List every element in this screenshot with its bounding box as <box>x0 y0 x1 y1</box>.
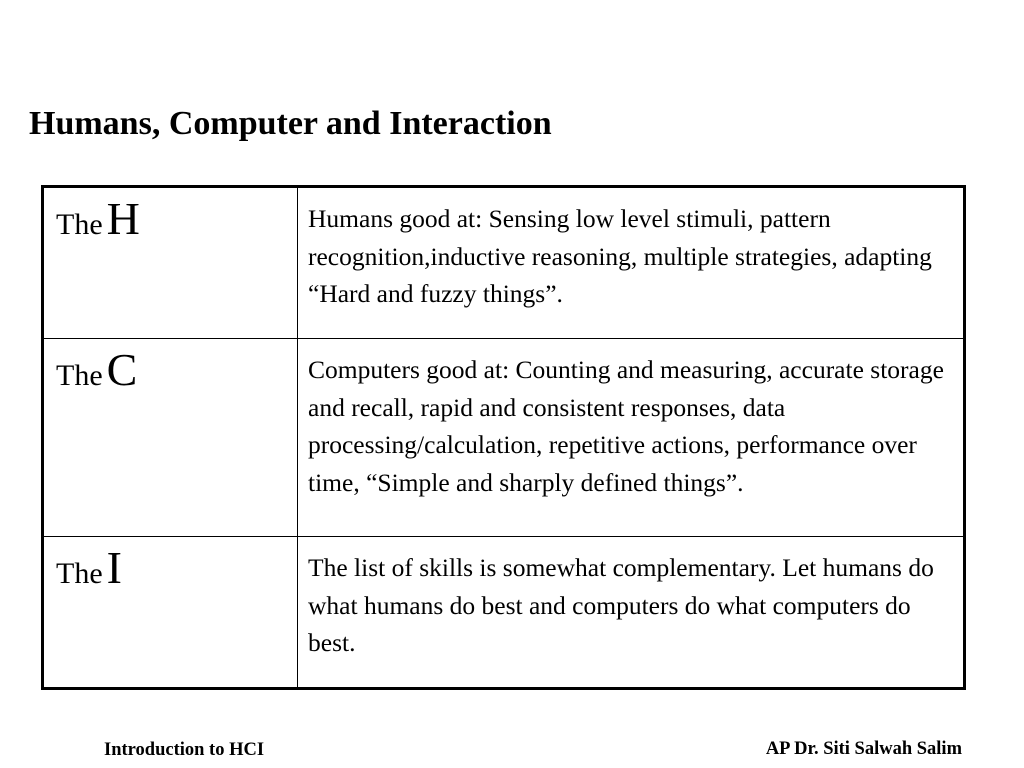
table-row-humans <box>43 187 965 339</box>
row-label-prefix: The <box>56 359 103 392</box>
row-description-cell <box>298 537 965 689</box>
row-label-prefix: The <box>56 208 103 241</box>
row-label-cell <box>43 339 298 537</box>
row-label-letter: C <box>106 344 138 395</box>
hci-comparison-table <box>41 185 966 690</box>
row-description: The list of skills is somewhat complementary. Let humans do what humans do best and computers do what computers do best. <box>308 553 934 657</box>
row-description-cell <box>298 187 965 339</box>
row-label-cell <box>43 537 298 689</box>
table-row-interaction <box>43 537 965 689</box>
footer-course-title: Introduction to HCI <box>104 740 265 760</box>
slide-title: Humans, Computer and Interaction <box>29 105 552 142</box>
row-label-letter: I <box>106 542 122 593</box>
footer-author: AP Dr. Siti Salwah Salim <box>765 739 962 759</box>
row-label-cell <box>43 187 298 339</box>
row-description-cell <box>298 339 965 537</box>
row-label-prefix: The <box>56 557 103 590</box>
row-description: Computers good at: Counting and measuring, accurate storage and recall, rapid and consistent responses, data processing/calculation, repetitive actions, performance over time, “Simple and sharply defined things”. <box>308 355 944 497</box>
row-description: Humans good at: Sensing low level stimuli, pattern recognition,inductive reasoning, multiple strategies, adapting “Hard and fuzzy things”. <box>308 204 932 308</box>
table-row-computers <box>43 339 965 537</box>
row-label-letter: H <box>106 193 140 244</box>
